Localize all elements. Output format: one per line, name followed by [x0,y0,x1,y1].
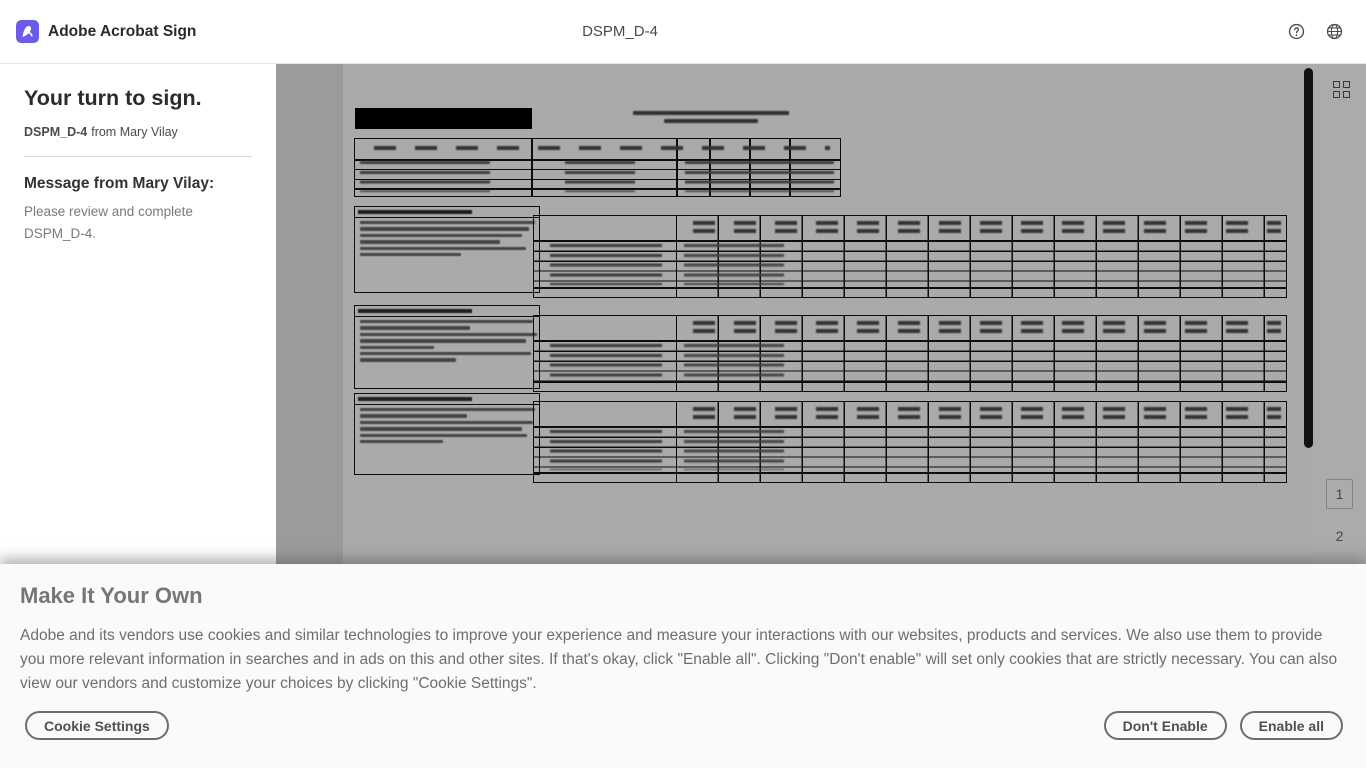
section2-text-box [354,305,540,389]
enable-all-button[interactable]: Enable all [1240,711,1343,740]
brand [16,20,196,43]
redacted-block [355,108,532,129]
page-number-1[interactable]: 1 [1326,479,1353,509]
cookie-banner-title: Make It Your Own [20,583,203,608]
page-number-2[interactable]: 2 [1335,528,1344,544]
message-heading: Message from Mary Vilay: [24,175,215,192]
section3-payout-table [533,401,1287,483]
section3-text-box [354,393,540,475]
section2-title-bar [355,306,539,317]
message-body: Please review and complete DSPM_D-4. [24,204,193,241]
summary-table-skeleton [354,138,841,197]
sidebar-divider [24,156,252,157]
cookie-banner [0,564,1366,768]
language-globe-icon[interactable] [1326,23,1343,40]
document-from-line [24,125,252,139]
acrobat-logo-icon [16,20,39,43]
dont-enable-button[interactable]: Don't Enable [1104,711,1227,740]
doc-name: DSPM_D-4 [24,125,88,139]
help-icon[interactable] [1288,23,1305,40]
section1-title-bar [355,207,539,218]
doc-sender: from Mary Vilay [91,125,178,139]
viewer-scrollbar[interactable] [1304,68,1313,448]
section2-payout-table [533,315,1287,392]
section3-title-bar [355,394,539,405]
section1-payout-table [533,215,1287,298]
brand-name: Adobe Acrobat Sign [48,22,197,40]
cookie-banner-body: Adobe and its vendors use cookies and similar technologies to improve your experience and measure your interactions with our websites, products and services. We also use them to provide you more relevant information in searches and in ads on this and other sites. If that's okay, click "Enable all". Clicking "Don't enable" will set only cookies that are strictly necessary. You can also view our vendors and customize your choices by clicking "Cookie Settings". [20,627,1338,692]
cookie-settings-button[interactable]: Cookie Settings [25,711,169,740]
doc-heading-smudge [633,111,789,127]
your-turn-heading: Your turn to sign. [24,86,202,110]
cookie-button-row [25,711,1343,740]
app-header [0,0,1366,64]
document-title: DSPM_D-4 [582,23,658,40]
thumbnail-grid-icon[interactable] [1333,81,1351,99]
section1-text-box [354,206,540,293]
